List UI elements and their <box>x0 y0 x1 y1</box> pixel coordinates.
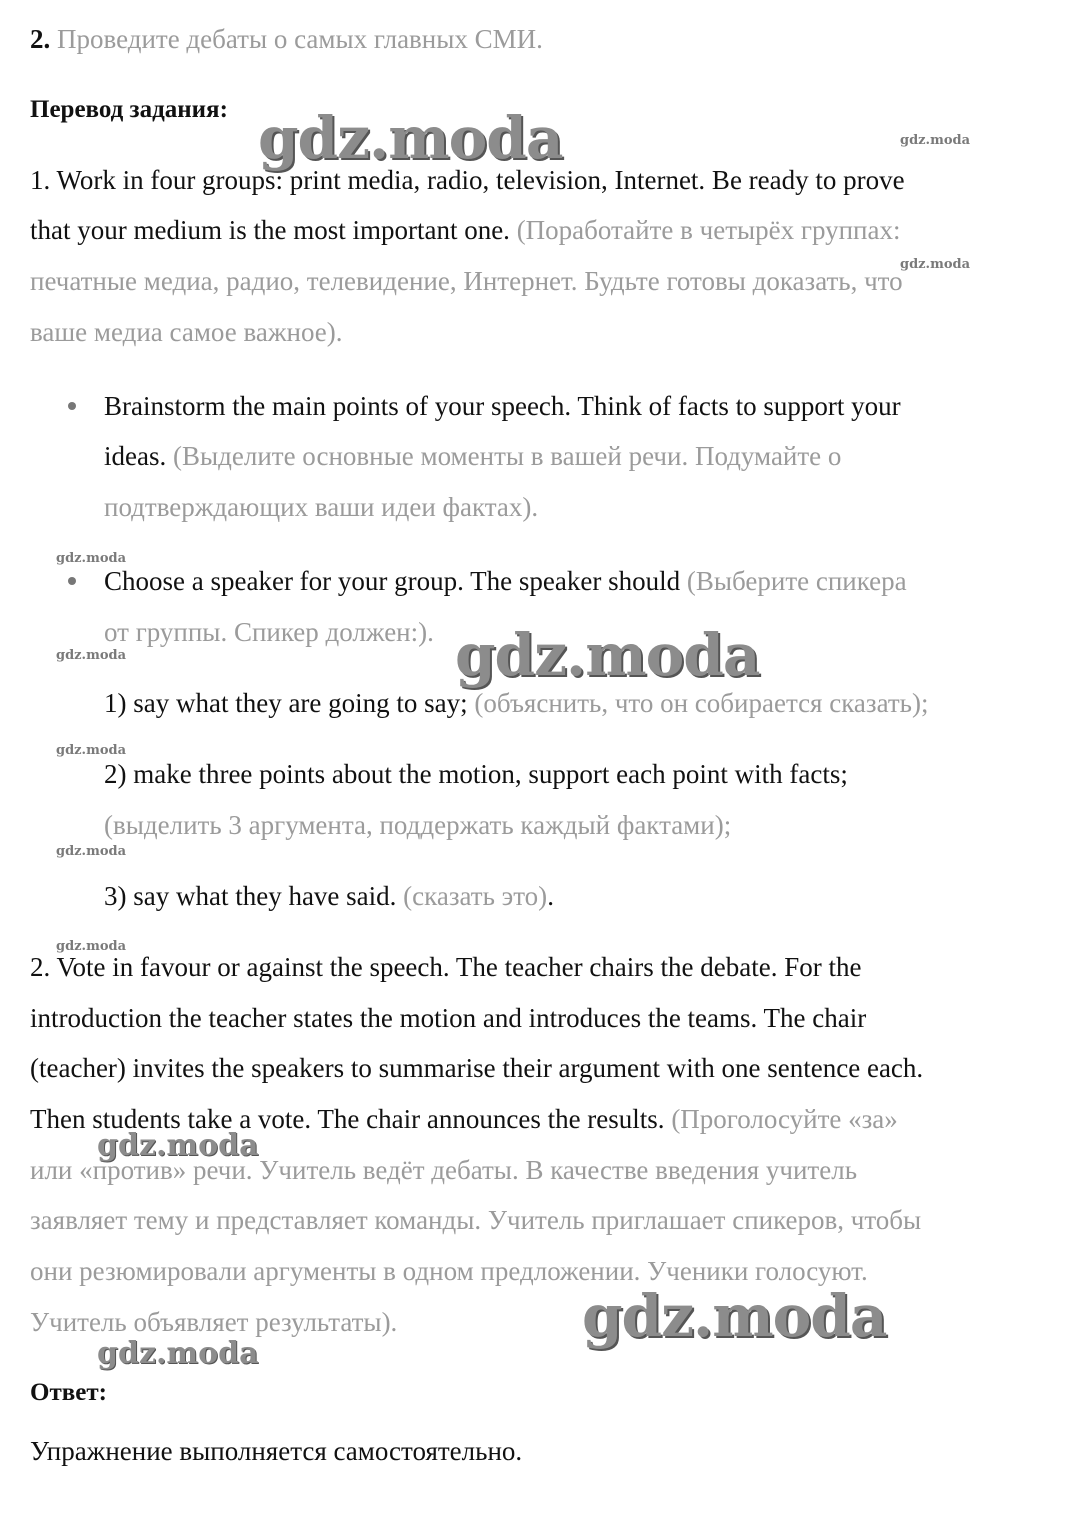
watermark: gdz.moda <box>900 257 971 272</box>
item2-line3: (teacher) invites the speakers to summarise their argument with one sentence each. <box>30 1053 924 1083</box>
item1-line3: печатные медиа, радио, телевидение, Интернет. Будьте готовы доказать, что <box>30 266 903 296</box>
bullet2-line1: Choose a speaker for your group. The speaker should (Выберите спикера <box>104 566 907 596</box>
watermark: gdz.moda <box>97 1336 259 1371</box>
sub-item-2-line2: (выделить 3 аргумента, поддержать каждый фактами); <box>104 810 732 840</box>
item2-line4: Then students take a vote. The chair announces the results. (Проголосуйте «за» <box>30 1104 898 1134</box>
sub-item-3: 3) say what they have said. (сказать это). <box>104 881 554 911</box>
watermark: gdz.moda <box>97 1128 259 1163</box>
item1-line4: ваше медиа самое важное). <box>30 317 343 347</box>
exercise-header <box>30 22 543 56</box>
watermark: gdz.moda <box>56 844 127 859</box>
answer-text: Упражнение выполняется самостоятельно. <box>30 1436 523 1466</box>
item1-line2: that your medium is the most important one. (Поработайте в четырёх группах: <box>30 215 901 245</box>
exercise-instruction: Проведите дебаты о самых главных СМИ. <box>57 24 543 54</box>
watermark: gdz.moda <box>900 133 971 148</box>
item2-line7: они резюмировали аргументы в одном предложении. Ученики голосуют. <box>30 1256 868 1286</box>
item2-line8: Учитель объявляет результаты). <box>30 1307 398 1337</box>
bullet-dot <box>68 577 76 585</box>
translation-heading: Перевод задания: <box>30 96 228 123</box>
watermark: gdz.moda <box>582 1282 887 1350</box>
watermark: gdz.moda <box>56 551 127 566</box>
item2-line2: introduction the teacher states the motion and introduces the teams. The chair <box>30 1003 867 1033</box>
bullet1-line2: ideas. (Выделите основные моменты в вашей речи. Подумайте о <box>104 441 842 471</box>
sub-item-1: 1) say what they are going to say; (объяснить, что он собирается сказать); <box>104 688 929 718</box>
watermark: gdz.moda <box>455 621 760 689</box>
watermark: gdz.moda <box>56 743 127 758</box>
bullet2-line2: от группы. Спикер должен:). <box>104 617 434 647</box>
item2-line6: заявляет тему и представляет команды. Учитель приглашает спикеров, чтобы <box>30 1205 922 1235</box>
bullet1-line3: подтверждающих ваши идеи фактах). <box>104 492 539 522</box>
watermark: gdz.moda <box>56 648 127 663</box>
sub-item-2-line1: 2) make three points about the motion, support each point with facts; <box>104 759 848 789</box>
watermark: gdz.moda <box>56 939 127 954</box>
item2-line1: 2. Vote in favour or against the speech. The teacher chairs the debate. For the <box>30 952 862 982</box>
item1-line1: 1. Work in four groups: print media, radio, television, Internet. Be ready to prove <box>30 165 905 195</box>
bullet1-line1: Brainstorm the main points of your speech. Think of facts to support your <box>104 391 901 421</box>
watermark: gdz.moda <box>258 104 563 172</box>
bullet-dot <box>68 402 76 410</box>
item2-line5: или «против» речи. Учитель ведёт дебаты. В качестве введения учитель <box>30 1155 858 1185</box>
answer-heading: Ответ: <box>30 1379 107 1406</box>
exercise-number: 2. <box>30 24 51 54</box>
